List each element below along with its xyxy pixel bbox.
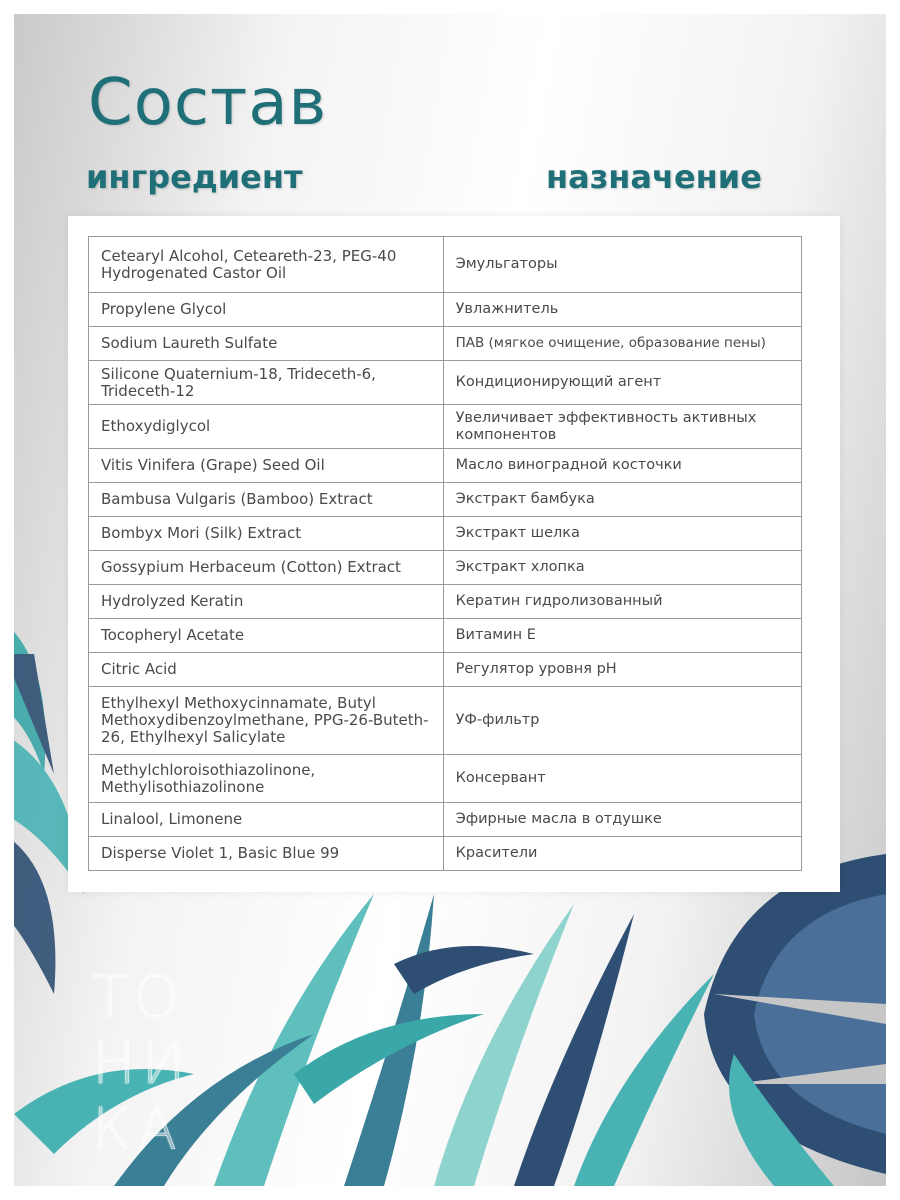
purpose-cell: Масло виноградной косточки (443, 449, 801, 483)
column-header-purpose: назначение (546, 158, 762, 196)
ingredient-cell: Propylene Glycol (89, 293, 444, 327)
purpose-cell: Консервант (443, 755, 801, 803)
tonika-logo (92, 963, 232, 1180)
purpose-cell: Регулятор уровня pH (443, 653, 801, 687)
ingredient-cell: Bombyx Mori (Silk) Extract (89, 517, 444, 551)
purpose-cell: Витамин Е (443, 619, 801, 653)
table-row (89, 405, 802, 449)
ingredient-cell: Cetearyl Alcohol, Ceteareth-23, PEG-40 Hydrogenated Castor Oil (89, 237, 444, 293)
purpose-cell: Эфирные масла в отдушке (443, 803, 801, 837)
ingredient-cell: Sodium Laureth Sulfate (89, 327, 444, 361)
table-row (89, 619, 802, 653)
ingredient-cell: Silicone Quaternium-18, Trideceth-6, Trideceth-12 (89, 361, 444, 405)
logo-line-3: КА (92, 1095, 183, 1163)
table-row (89, 585, 802, 619)
ingredient-cell: Linalool, Limonene (89, 803, 444, 837)
ingredient-cell: Bambusa Vulgaris (Bamboo) Extract (89, 483, 444, 517)
ingredient-cell: Hydrolyzed Keratin (89, 585, 444, 619)
logo-line-2: НИ (92, 1029, 192, 1097)
purpose-cell: Увеличивает эффективность активных компонентов (443, 405, 801, 449)
table-row (89, 361, 802, 405)
ingredients-table (88, 236, 802, 871)
page-title: Состав (88, 66, 328, 140)
ingredient-cell: Citric Acid (89, 653, 444, 687)
purpose-cell: УФ-фильтр (443, 687, 801, 755)
purpose-cell: Экстракт хлопка (443, 551, 801, 585)
table-row (89, 755, 802, 803)
table-row (89, 449, 802, 483)
table-row (89, 653, 802, 687)
monstera-leaf-illustration (704, 854, 886, 1186)
table-row (89, 687, 802, 755)
logo-line-1: ТО (92, 963, 186, 1031)
purpose-cell: Эмульгаторы (443, 237, 801, 293)
purpose-cell: Увлажнитель (443, 293, 801, 327)
purpose-cell: Экстракт шелка (443, 517, 801, 551)
purpose-cell: Кондиционирующий агент (443, 361, 801, 405)
table-row (89, 483, 802, 517)
column-header-ingredient: ингредиент (86, 158, 303, 196)
registered-mark: ® (206, 1166, 218, 1180)
table-row (89, 237, 802, 293)
table-row (89, 327, 802, 361)
ingredient-cell: Ethoxydiglycol (89, 405, 444, 449)
table-row (89, 293, 802, 327)
table-row (89, 803, 802, 837)
ingredient-cell: Ethylhexyl Methoxycinnamate, Butyl Methoxydibenzoylmethane, PPG-26-Buteth-26, Ethylhexyl Salicylate (89, 687, 444, 755)
table-row (89, 837, 802, 871)
purpose-cell: Кератин гидролизованный (443, 585, 801, 619)
ingredient-cell: Methylchloroisothiazolinone, Methylisothiazolinone (89, 755, 444, 803)
purpose-cell: ПАВ (мягкое очищение, образование пены) (443, 327, 801, 361)
purpose-cell: Экстракт бамбука (443, 483, 801, 517)
ingredient-cell: Gossypium Herbaceum (Cotton) Extract (89, 551, 444, 585)
purpose-cell: Красители (443, 837, 801, 871)
ingredient-cell: Tocopheryl Acetate (89, 619, 444, 653)
ingredient-cell: Disperse Violet 1, Basic Blue 99 (89, 837, 444, 871)
table-row (89, 517, 802, 551)
ingredients-panel (68, 216, 840, 892)
ingredient-cell: Vitis Vinifera (Grape) Seed Oil (89, 449, 444, 483)
table-row (89, 551, 802, 585)
ingredients-card (14, 14, 886, 1186)
